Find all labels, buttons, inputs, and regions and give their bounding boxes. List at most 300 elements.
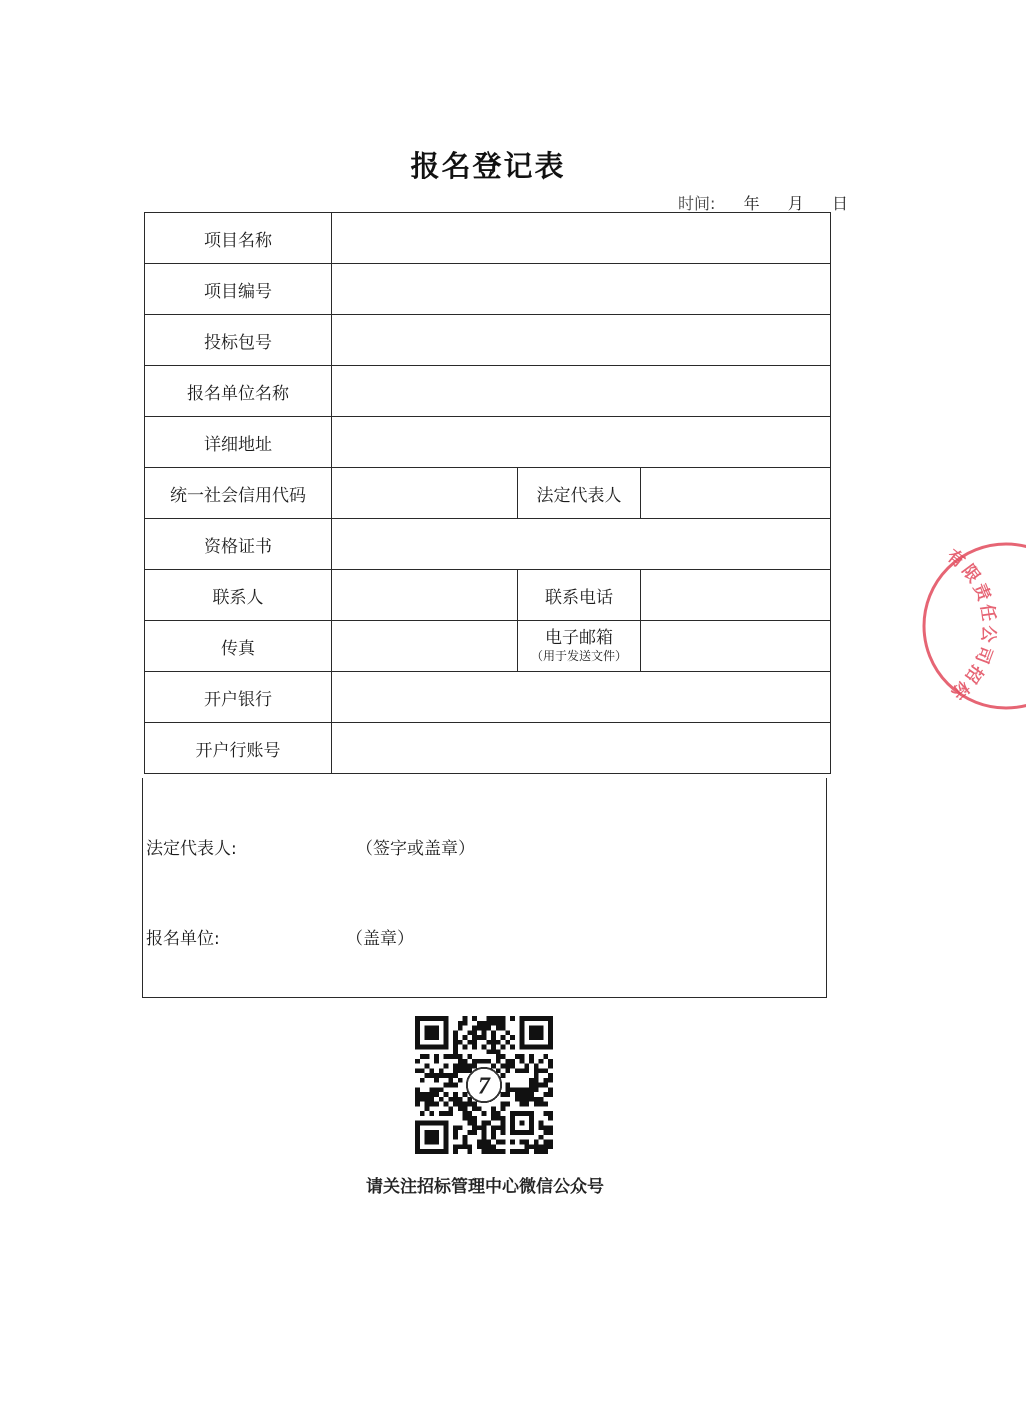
email-label: 电子邮箱 — [545, 627, 613, 648]
qr-module — [463, 1116, 468, 1121]
qr-module — [496, 1140, 501, 1145]
qr-module — [529, 1078, 534, 1083]
qr-module — [453, 1045, 458, 1050]
company-seal — [906, 536, 1026, 716]
qr-module — [472, 1045, 477, 1050]
qr-module — [458, 1106, 463, 1111]
qr-module — [501, 1125, 506, 1130]
qr-module — [439, 1097, 444, 1102]
qr-module — [463, 1092, 468, 1097]
qr-module — [415, 1097, 420, 1102]
qr-module — [448, 1073, 453, 1078]
qr-module — [515, 1149, 520, 1154]
qr-module — [524, 1087, 529, 1092]
qr-module — [463, 1068, 468, 1073]
qr-module — [543, 1102, 548, 1107]
qr-module — [453, 1054, 458, 1059]
qr-module — [510, 1016, 515, 1021]
qr-module — [463, 1106, 468, 1111]
project-name-label: 项目名称 — [145, 213, 332, 264]
qr-module — [463, 1045, 468, 1050]
qr-module — [510, 1045, 515, 1050]
project-number-field[interactable] — [332, 264, 831, 315]
qr-module — [491, 1021, 496, 1026]
qr-module — [444, 1083, 449, 1088]
qr-module — [458, 1054, 463, 1059]
qr-module — [529, 1059, 534, 1064]
wechat-qr-code — [415, 1016, 553, 1154]
qr-module — [543, 1068, 548, 1073]
qr-module — [482, 1144, 487, 1149]
qr-module — [491, 1149, 496, 1154]
qr-module — [491, 1064, 496, 1069]
qr-module — [472, 1125, 477, 1130]
qr-module — [529, 1092, 534, 1097]
qr-module — [505, 1068, 510, 1073]
qr-module — [467, 1030, 472, 1035]
qr-module — [505, 1083, 510, 1088]
qr-module — [467, 1121, 472, 1126]
qr-module — [539, 1144, 544, 1149]
qr-module — [458, 1040, 463, 1045]
qr-module — [543, 1125, 548, 1130]
qr-module — [486, 1121, 491, 1126]
qr-module — [529, 1097, 534, 1102]
qr-module — [463, 1035, 468, 1040]
qr-module — [415, 1092, 420, 1097]
qr-module — [486, 1144, 491, 1149]
qr-module — [467, 1149, 472, 1154]
qr-module — [501, 1102, 506, 1107]
qr-module — [434, 1078, 439, 1083]
account-field[interactable] — [332, 723, 831, 774]
qr-module — [524, 1068, 529, 1073]
qr-module — [501, 1106, 506, 1111]
qr-module — [524, 1102, 529, 1107]
qr-module — [543, 1054, 548, 1059]
qr-module — [496, 1116, 501, 1121]
qr-module — [486, 1140, 491, 1145]
qr-module — [510, 1087, 515, 1092]
qr-module — [501, 1021, 506, 1026]
date-line — [678, 191, 848, 214]
qr-module — [458, 1125, 463, 1130]
qr-module — [510, 1140, 515, 1145]
registration-table — [144, 212, 831, 774]
table-row — [145, 672, 831, 723]
qr-module — [501, 1149, 506, 1154]
qr-module — [529, 1144, 534, 1149]
qr-module — [453, 1040, 458, 1045]
project-name-field[interactable] — [332, 213, 831, 264]
qr-module — [458, 1102, 463, 1107]
qr-module — [496, 1049, 501, 1054]
qr-module — [501, 1035, 506, 1040]
qr-module — [425, 1064, 430, 1069]
qr-module — [453, 1073, 458, 1078]
qr-module — [458, 1097, 463, 1102]
qr-module — [477, 1021, 482, 1026]
qr-module — [524, 1064, 529, 1069]
qr-module — [534, 1087, 539, 1092]
qr-module — [524, 1149, 529, 1154]
credit-code-label: 统一社会信用代码 — [145, 468, 332, 519]
qr-module — [434, 1087, 439, 1092]
qr-module — [501, 1073, 506, 1078]
qr-module — [491, 1144, 496, 1149]
qr-module — [434, 1102, 439, 1107]
qr-module — [420, 1092, 425, 1097]
qr-module — [491, 1135, 496, 1140]
qr-module — [453, 1030, 458, 1035]
qr-module — [534, 1064, 539, 1069]
qr-module — [477, 1125, 482, 1130]
legal-rep-signature-label: 法定代表人: — [146, 839, 237, 859]
qr-module — [482, 1135, 487, 1140]
qr-module — [453, 1149, 458, 1154]
qr-module — [534, 1102, 539, 1107]
qr-module — [491, 1106, 496, 1111]
date-label: 时间: — [678, 194, 716, 213]
qr-module — [496, 1040, 501, 1045]
qr-module — [463, 1102, 468, 1107]
qr-module — [472, 1130, 477, 1135]
qr-module — [534, 1083, 539, 1088]
qr-module — [463, 1144, 468, 1149]
qr-module — [482, 1059, 487, 1064]
qr-module — [472, 1106, 477, 1111]
email-field[interactable] — [641, 621, 831, 672]
qr-module — [472, 1026, 477, 1031]
qr-module — [472, 1064, 477, 1069]
legal-rep-signature-line — [146, 834, 475, 859]
qr-module — [543, 1092, 548, 1097]
legal-rep-signature-note[interactable]: （签字或盖章） — [356, 839, 475, 859]
table-row — [145, 519, 831, 570]
unit-signature-label: 报名单位: — [146, 929, 220, 949]
qr-module — [539, 1083, 544, 1088]
qr-module — [520, 1054, 525, 1059]
qr-module — [439, 1111, 444, 1116]
bank-field[interactable] — [332, 672, 831, 723]
signature-box — [142, 778, 827, 998]
qr-module — [520, 1102, 525, 1107]
qr-module — [505, 1040, 510, 1045]
qr-module — [415, 1059, 420, 1064]
qr-module — [472, 1121, 477, 1126]
qr-module — [520, 1140, 525, 1145]
qr-module — [534, 1149, 539, 1154]
qr-module — [420, 1097, 425, 1102]
qr-module — [520, 1092, 525, 1097]
qr-module — [520, 1149, 525, 1154]
qr-module — [425, 1092, 430, 1097]
qr-module — [482, 1045, 487, 1050]
qr-module — [467, 1111, 472, 1116]
qr-module — [467, 1116, 472, 1121]
qr-module — [534, 1144, 539, 1149]
qr-module — [520, 1087, 525, 1092]
qr-module — [548, 1130, 553, 1135]
qr-module — [458, 1059, 463, 1064]
qr-module — [482, 1035, 487, 1040]
qr-module — [548, 1059, 553, 1064]
qr-module — [505, 1092, 510, 1097]
qr-module — [453, 1064, 458, 1069]
qr-module — [548, 1140, 553, 1145]
qr-module — [429, 1102, 434, 1107]
qr-module — [501, 1016, 506, 1021]
qr-module — [467, 1064, 472, 1069]
account-label: 开户行账号 — [145, 723, 332, 774]
unit-name-field[interactable] — [332, 366, 831, 417]
qr-module — [548, 1092, 553, 1097]
qr-module — [529, 1054, 534, 1059]
qr-module — [420, 1054, 425, 1059]
unit-signature-line — [146, 924, 414, 949]
qr-module — [491, 1016, 496, 1021]
qr-module — [496, 1059, 501, 1064]
qr-module — [477, 1059, 482, 1064]
qr-module — [477, 1035, 482, 1040]
qr-module — [501, 1026, 506, 1031]
qr-module — [463, 1064, 468, 1069]
qr-module — [482, 1140, 487, 1145]
phone-label: 联系电话 — [518, 570, 641, 621]
qr-module — [429, 1092, 434, 1097]
qr-module — [463, 1059, 468, 1064]
qr-module — [458, 1021, 463, 1026]
qr-module — [501, 1121, 506, 1126]
qr-module — [444, 1054, 449, 1059]
legal-rep-label: 法定代表人 — [518, 468, 641, 519]
qr-module — [444, 1073, 449, 1078]
qr-module — [458, 1026, 463, 1031]
table-row — [145, 264, 831, 315]
qr-module — [458, 1064, 463, 1069]
qr-module — [486, 1040, 491, 1045]
email-label-cell — [518, 621, 641, 672]
qr-module — [448, 1054, 453, 1059]
qr-module — [444, 1111, 449, 1116]
qr-module — [539, 1097, 544, 1102]
qr-module — [453, 1049, 458, 1054]
qr-module — [501, 1116, 506, 1121]
qr-module — [453, 1092, 458, 1097]
qr-module — [501, 1045, 506, 1050]
qr-module — [515, 1097, 520, 1102]
qr-module — [472, 1030, 477, 1035]
qr-module — [520, 1059, 525, 1064]
qr-module — [448, 1106, 453, 1111]
qr-module — [501, 1064, 506, 1069]
qr-module — [453, 1035, 458, 1040]
unit-signature-note[interactable]: （盖章） — [346, 929, 414, 949]
qr-module — [543, 1140, 548, 1145]
package-number-field[interactable] — [332, 315, 831, 366]
qr-module — [463, 1135, 468, 1140]
qr-module — [496, 1125, 501, 1130]
qr-module — [491, 1111, 496, 1116]
qr-module — [496, 1026, 501, 1031]
qr-module — [453, 1125, 458, 1130]
qr-module — [415, 1102, 420, 1107]
address-label: 详细地址 — [145, 417, 332, 468]
qr-module — [448, 1097, 453, 1102]
qr-module — [515, 1068, 520, 1073]
qr-module — [463, 1021, 468, 1026]
qr-module — [467, 1144, 472, 1149]
qr-module — [477, 1144, 482, 1149]
qr-module — [425, 1073, 430, 1078]
qr-module — [543, 1149, 548, 1154]
qr-module — [534, 1073, 539, 1078]
qualification-label: 资格证书 — [145, 519, 332, 570]
qr-module — [510, 1064, 515, 1069]
qr-module — [453, 1102, 458, 1107]
qr-module — [453, 1135, 458, 1140]
qr-module — [505, 1102, 510, 1107]
qr-module — [482, 1030, 487, 1035]
qr-module — [458, 1068, 463, 1073]
qr-module — [439, 1087, 444, 1092]
qr-module — [539, 1125, 544, 1130]
qr-module — [482, 1130, 487, 1135]
qr-module — [524, 1140, 529, 1145]
table-row — [145, 468, 831, 519]
contact-field[interactable] — [332, 570, 518, 621]
legal-rep-field[interactable] — [641, 468, 831, 519]
qr-module — [548, 1087, 553, 1092]
qr-module — [482, 1111, 487, 1116]
qr-module — [448, 1083, 453, 1088]
qr-module — [548, 1116, 553, 1121]
qr-module — [539, 1059, 544, 1064]
qr-module — [539, 1102, 544, 1107]
contact-label: 联系人 — [145, 570, 332, 621]
qr-module — [543, 1130, 548, 1135]
qr-module — [548, 1144, 553, 1149]
credit-code-field[interactable] — [332, 468, 518, 519]
qr-module — [472, 1059, 477, 1064]
phone-field[interactable] — [641, 570, 831, 621]
qr-module — [482, 1125, 487, 1130]
table-row — [145, 570, 831, 621]
qr-module — [548, 1073, 553, 1078]
qr-module — [491, 1130, 496, 1135]
qr-module — [472, 1040, 477, 1045]
table-row — [145, 417, 831, 468]
qr-module — [548, 1111, 553, 1116]
qr-module — [425, 1097, 430, 1102]
qr-module — [524, 1092, 529, 1097]
qr-module — [505, 1087, 510, 1092]
qr-module — [496, 1111, 501, 1116]
qr-module — [491, 1116, 496, 1121]
qr-module — [505, 1030, 510, 1035]
project-number-label: 项目编号 — [145, 264, 332, 315]
page-title: 报名登记表 — [410, 149, 566, 183]
qr-module — [505, 1059, 510, 1064]
qr-module — [486, 1016, 491, 1021]
qr-module — [501, 1140, 506, 1145]
qr-module — [548, 1125, 553, 1130]
qr-module — [534, 1078, 539, 1083]
qr-module — [543, 1111, 548, 1116]
qr-module — [515, 1092, 520, 1097]
seal-text: 有限责任公司招标 — [942, 545, 999, 705]
qr-module — [439, 1073, 444, 1078]
qr-module — [458, 1144, 463, 1149]
fax-field[interactable] — [332, 621, 518, 672]
qualification-field[interactable] — [332, 519, 831, 570]
qr-module — [501, 1054, 506, 1059]
qr-module — [477, 1026, 482, 1031]
date-month: 月 — [787, 194, 804, 213]
qr-module — [486, 1026, 491, 1031]
qr-module — [453, 1083, 458, 1088]
qr-module — [539, 1121, 544, 1126]
qr-module — [524, 1097, 529, 1102]
qr-module — [467, 1102, 472, 1107]
qr-module — [420, 1111, 425, 1116]
qr-module — [453, 1097, 458, 1102]
qr-module — [448, 1111, 453, 1116]
qr-module — [482, 1121, 487, 1126]
qr-module — [420, 1078, 425, 1083]
qr-module — [444, 1092, 449, 1097]
qr-module — [515, 1087, 520, 1092]
qr-module — [434, 1073, 439, 1078]
qr-module — [543, 1144, 548, 1149]
qr-module — [420, 1068, 425, 1073]
qr-module — [477, 1106, 482, 1111]
qr-module — [543, 1083, 548, 1088]
qr-module — [429, 1097, 434, 1102]
qr-module — [505, 1064, 510, 1069]
qr-module — [491, 1030, 496, 1035]
qr-module — [434, 1092, 439, 1097]
qr-module — [444, 1064, 449, 1069]
qr-module — [543, 1078, 548, 1083]
qr-module — [491, 1049, 496, 1054]
address-field[interactable] — [332, 417, 831, 468]
qr-module — [448, 1078, 453, 1083]
bank-label: 开户银行 — [145, 672, 332, 723]
svg-text:有限责任公司招标 — [943, 545, 1000, 705]
qr-module — [486, 1049, 491, 1054]
qr-module — [491, 1045, 496, 1050]
qr-module — [539, 1135, 544, 1140]
qr-module — [453, 1068, 458, 1073]
qr-module — [491, 1125, 496, 1130]
qr-module — [482, 1021, 487, 1026]
qr-module — [467, 1130, 472, 1135]
qr-module — [434, 1054, 439, 1059]
qr-module — [472, 1102, 477, 1107]
table-row — [145, 366, 831, 417]
qr-module — [491, 1040, 496, 1045]
qr-module — [429, 1111, 434, 1116]
qr-module — [463, 1140, 468, 1145]
qr-module — [520, 1097, 525, 1102]
qr-module — [534, 1068, 539, 1073]
qr-module — [496, 1054, 501, 1059]
qr-module — [472, 1035, 477, 1040]
qr-module — [477, 1140, 482, 1145]
qr-module — [429, 1068, 434, 1073]
qr-module — [458, 1078, 463, 1083]
